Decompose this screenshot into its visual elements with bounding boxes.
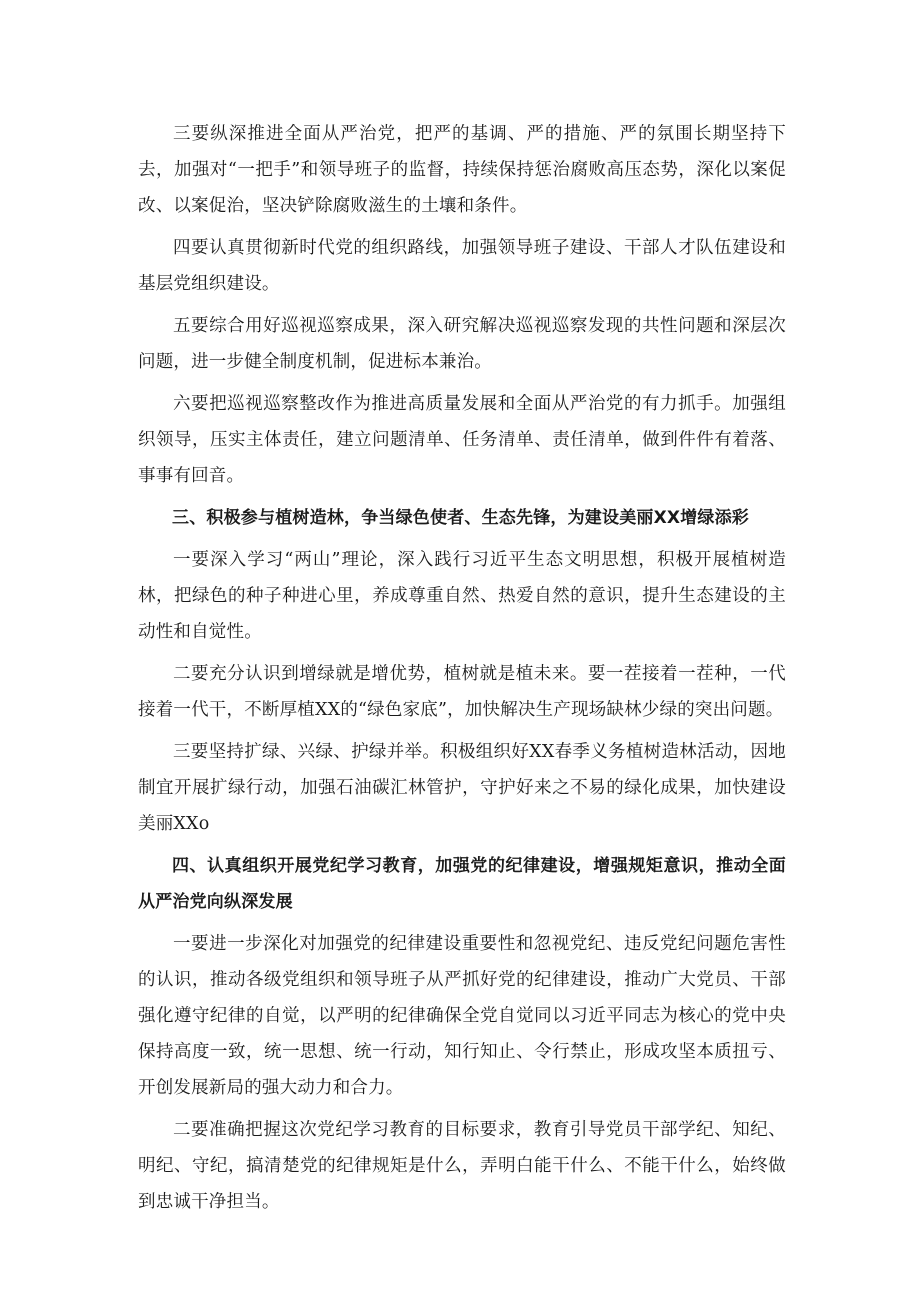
paragraph: 三要坚持扩绿、兴绿、护绿并举。积极组织好XX春季义务植树造林活动，因地制宜开展扩绿行动，加强石油碳汇林管护，守护好来之不易的绿化成果，加快建设美丽XXo xyxy=(138,742,786,834)
document-body xyxy=(138,116,786,1226)
paragraph: 一要深入学习“两山”理论，深入践行习近平生态文明思想，积极开展植树造林，把绿色的种子种进心里，养成尊重自然、热爱自然的意识，提升生态建设的主动性和自觉性。 xyxy=(138,550,786,642)
paragraph: 六要把巡视巡察整改作为推进高质量发展和全面从严治党的有力抓手。加强组织领导，压实主体责任，建立问题清单、任务清单、责任清单，做到件件有着落、事事有回音。 xyxy=(138,394,786,486)
paragraph: 一要进一步深化对加强党的纪律建设重要性和忽视党纪、违反党纪问题危害性的认识，推动各级党组织和领导班子从严抓好党的纪律建设，推动广大党员、干部强化遵守纪律的自觉，以严明的纪律确保全党自觉同以习近平同志为核心的党中央保持高度一致，统一思想、统一行动，知行知止、令行禁止，形成攻坚本质扭亏、开创发展新局的强大动力和合力。 xyxy=(138,934,786,1098)
section-heading: 三、积极参与植树造林，争当绿色使者、生态先锋，为建设美丽XX增绿添彩 xyxy=(172,508,750,528)
paragraph: 二要充分认识到增绿就是增优势，植树就是植未来。要一茬接着一茬种，一代接着一代干，不断厚植XX的“绿色家底”，加快解决生产现场缺林少绿的突出问题。 xyxy=(138,664,786,720)
paragraph: 二要准确把握这次党纪学习教育的目标要求，教育引导党员干部学纪、知纪、明纪、守纪，搞清楚党的纪律规矩是什么，弄明白能干什么、不能干什么，始终做到忠诚干净担当。 xyxy=(138,1120,786,1212)
paragraph: 三要纵深推进全面从严治党，把严的基调、严的措施、严的氛围长期坚持下去，加强对“一把手”和领导班子的监督，持续保持惩治腐败高压态势，深化以案促改、以案促治，坚决铲除腐败滋生的土壤和条件。 xyxy=(138,124,786,216)
section-heading: 四、认真组织开展党纪学习教育，加强党的纪律建设，增强规矩意识，推动全面从严治党向纵深发展 xyxy=(138,856,786,912)
paragraph: 五要综合用好巡视巡察成果，深入研究解决巡视巡察发现的共性问题和深层次问题，进一步健全制度机制，促进标本兼治。 xyxy=(138,316,786,372)
paragraph: 四要认真贯彻新时代党的组织路线，加强领导班子建设、干部人才队伍建设和基层党组织建设。 xyxy=(138,238,786,294)
